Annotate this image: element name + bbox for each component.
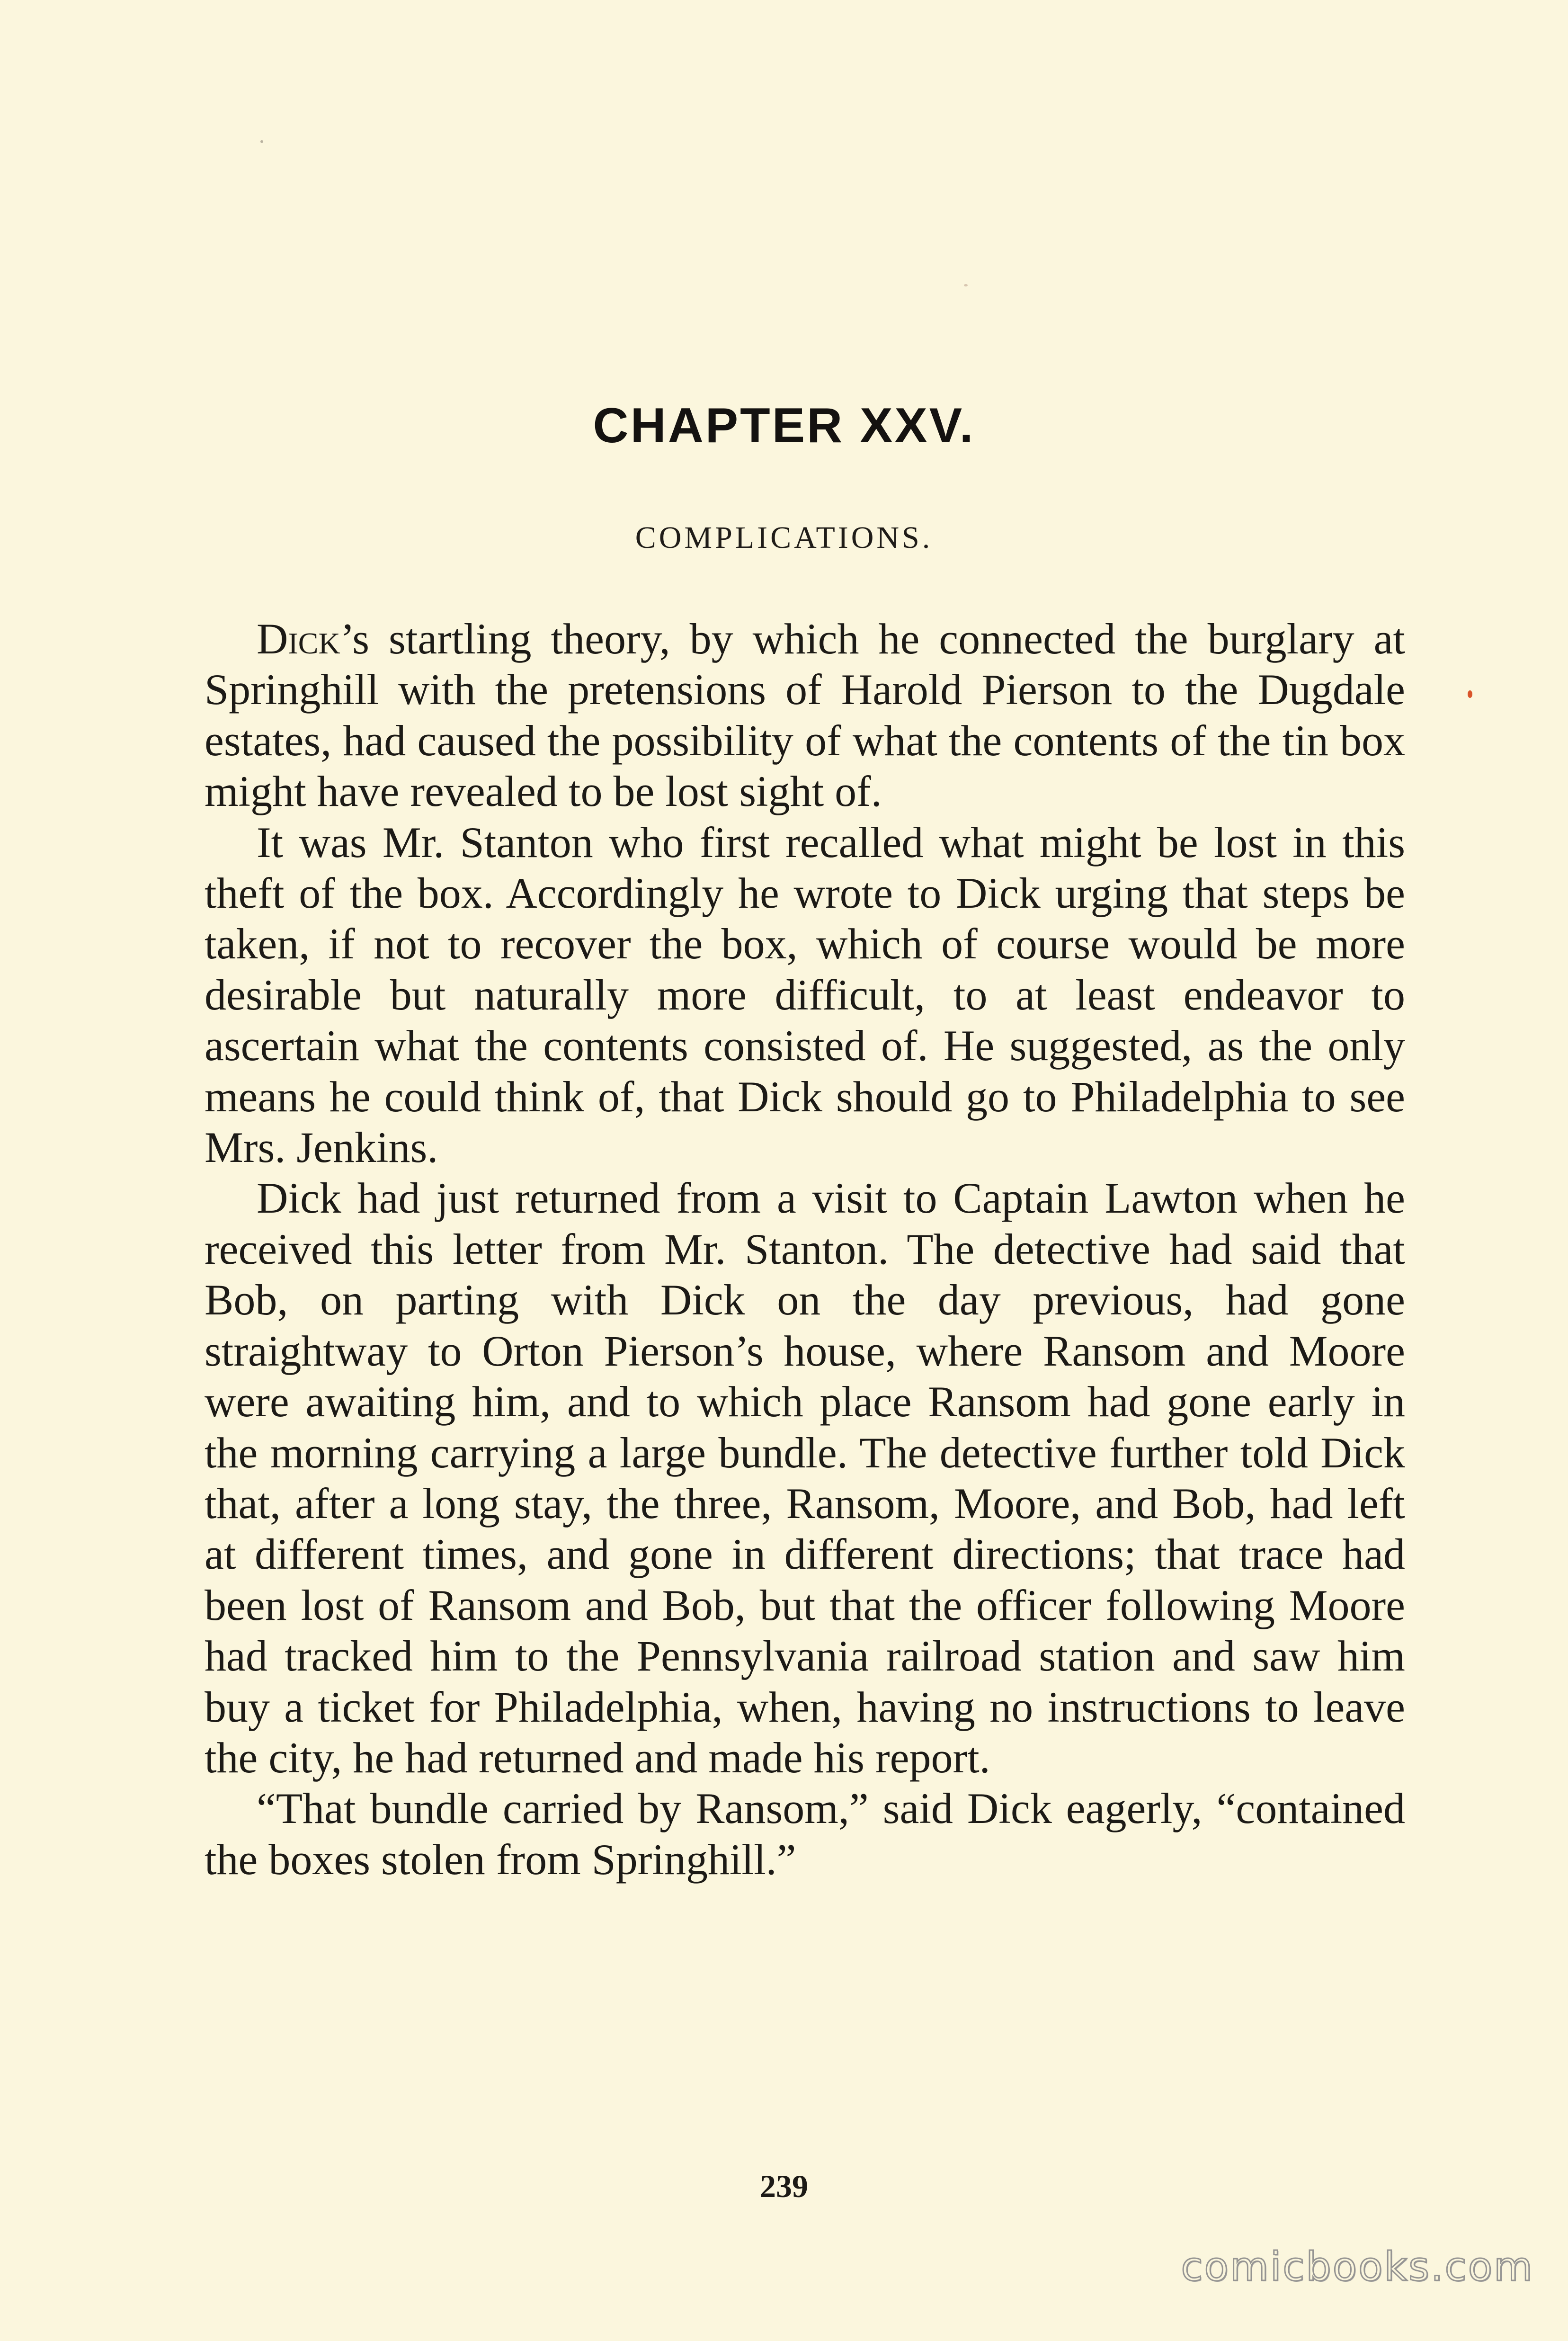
paragraph-text: “That bundle carried by Ransom,” said Dick eagerly, “contained the boxes stolen from Springhill.” — [205, 1784, 1405, 1884]
paper-speck — [260, 140, 263, 143]
paragraph — [205, 614, 1405, 817]
chapter-title: CHAPTER XXV. — [593, 398, 975, 453]
paragraph-text: It was Mr. Stanton who first recalled what might be lost in this theft of the box. Accordingly he wrote to Dick urging that steps be taken, if not to recover the box, which of course would be more desirable but naturally more difficult, to at least endeavor to ascertain what the contents consisted of. He suggested, as the only means he could think of, that Dick should go to Philadelphia to see Mrs. Jenkins. — [205, 818, 1405, 1172]
paragraph-lead-word: Dick — [257, 615, 340, 663]
chapter-subtitle: COMPLICATIONS. — [635, 520, 933, 555]
paragraph — [205, 1783, 1405, 1885]
paper-speck — [1468, 690, 1472, 698]
paper-speck — [964, 284, 968, 286]
paragraph-text: Dick had just returned from a visit to Captain Lawton when he received this letter from Mr. Stanton. The detective had said that Bob, on parting with Dick on the day previous, had gone straightway to Orton Pierson’s house, where Ransom and Moore were awaiting him, and to which place Ransom had gone early in the morning carrying a large bundle. The detective further told Dick that, after a long stay, the three, Ransom, Moore, and Bob, had left at different times, and gone in different directions; that trace had been lost of Ransom and Bob, but that the officer following Moore had tracked him to the Pennsylvania railroad station and saw him buy a ticket for Philadelphia, when, having no instructions to leave the city, he had returned and made his report. — [205, 1174, 1405, 1782]
paragraph-text: ’s startling theory, by which he connected the burglary at Springhill with the pretensions of Harold Pierson to the Dugdale estates, had caused the possibility of what the contents of the tin box might have revealed to be lost sight of. — [205, 615, 1405, 816]
page-number: 239 — [760, 2168, 808, 2204]
paragraph — [205, 817, 1405, 1173]
paragraph — [205, 1173, 1405, 1783]
body-text — [205, 614, 1405, 1885]
watermark-logo: comicbooks.com — [1181, 2243, 1534, 2290]
